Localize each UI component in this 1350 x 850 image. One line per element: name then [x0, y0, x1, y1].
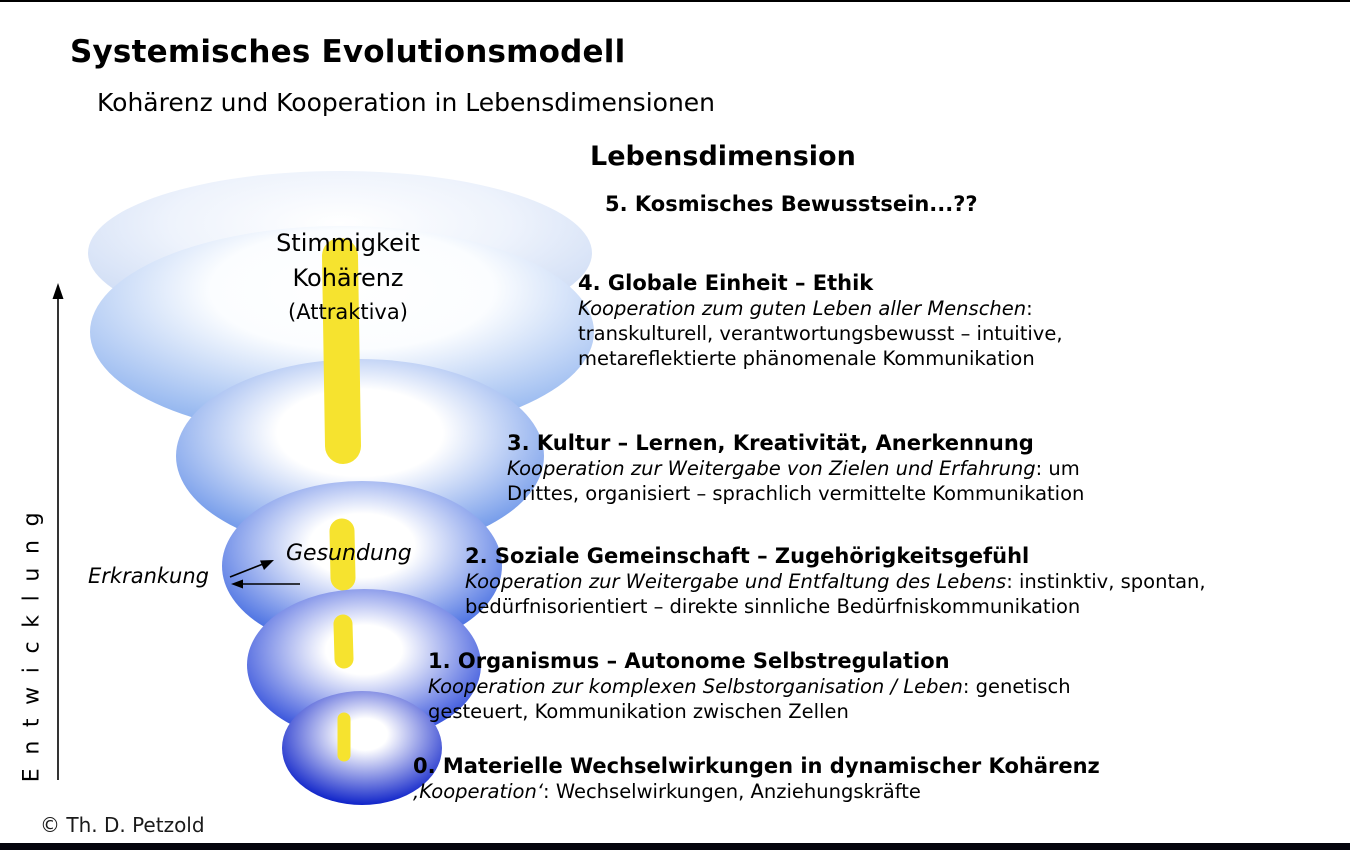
level-description-rest: : um Drittes, organisiert – sprachlich vermittelte Kommunikation	[507, 457, 1085, 505]
label-attraktiva: (Attraktiva)	[288, 300, 408, 324]
level-block-1	[428, 649, 1153, 724]
level-description	[413, 779, 1313, 804]
label-stimmigkeit: Stimmigkeit	[276, 229, 420, 257]
development-axis-label: Entwicklung	[19, 498, 45, 783]
level-description-italic: Kooperation zur Weitergabe von Zielen und Erfahrung	[507, 457, 1036, 480]
level-heading: 2. Soziale Gemeinschaft – Zugehörigkeitsgefühl	[465, 544, 1030, 568]
development-arrow	[53, 283, 64, 780]
level-description-italic: Kooperation zur Weitergabe und Entfaltung des Lebens	[465, 570, 1007, 593]
bottom-bar	[0, 843, 1350, 850]
level-description-rest: : genetisch gesteuert, Kommunikation zwischen Zellen	[428, 675, 1071, 723]
level-block-3	[507, 431, 1157, 506]
page-title: Systemisches Evolutionsmodell	[70, 34, 626, 70]
level-description	[465, 569, 1245, 619]
label-gesundung: Gesundung	[286, 541, 412, 566]
level-description	[578, 296, 1138, 371]
page-subtitle: Kohärenz und Kooperation in Lebensdimensionen	[97, 88, 716, 117]
level-block-4	[578, 271, 1138, 371]
column-header: Lebensdimension	[590, 141, 856, 172]
level-heading: 3. Kultur – Lernen, Kreativität, Anerkennung	[507, 431, 1034, 455]
label-kohaerenz: Kohärenz	[292, 264, 404, 292]
level-description-rest: : transkulturell, verantwortungsbewusst – intuitive, metareflektierte phänomenale Kommunikation	[578, 297, 1063, 370]
level-block-2	[465, 544, 1245, 619]
yellow-axis-segment	[343, 624, 344, 659]
level-block-0	[413, 754, 1313, 804]
level-heading: 4. Globale Einheit – Ethik	[578, 271, 874, 295]
level-description-rest: : Wechselwirkungen, Anziehungskräfte	[543, 780, 921, 803]
level-block-5	[605, 192, 1225, 217]
label-erkrankung: Erkrankung	[88, 564, 209, 588]
spiral-center-labels	[238, 226, 458, 329]
level-heading: 5. Kosmisches Bewusstsein...??	[605, 192, 978, 216]
level-description	[507, 456, 1157, 506]
level-description-rest: : instinktiv, spontan, bedürfnisorientiert – direkte sinnliche Bedürfniskommunikation	[465, 570, 1206, 618]
level-description	[428, 674, 1153, 724]
level-heading: 0. Materielle Wechselwirkungen in dynamischer Kohärenz	[413, 754, 1100, 778]
level-description-italic: Kooperation zur komplexen Selbstorganisation / Leben	[428, 675, 963, 698]
level-description-italic: Kooperation zum guten Leben aller Menschen	[578, 297, 1027, 320]
copyright-notice: © Th. D. Petzold	[40, 813, 205, 837]
level-heading: 1. Organismus – Autonome Selbstregulation	[428, 649, 950, 673]
level-description-italic: ‚Kooperation‘	[413, 780, 544, 803]
